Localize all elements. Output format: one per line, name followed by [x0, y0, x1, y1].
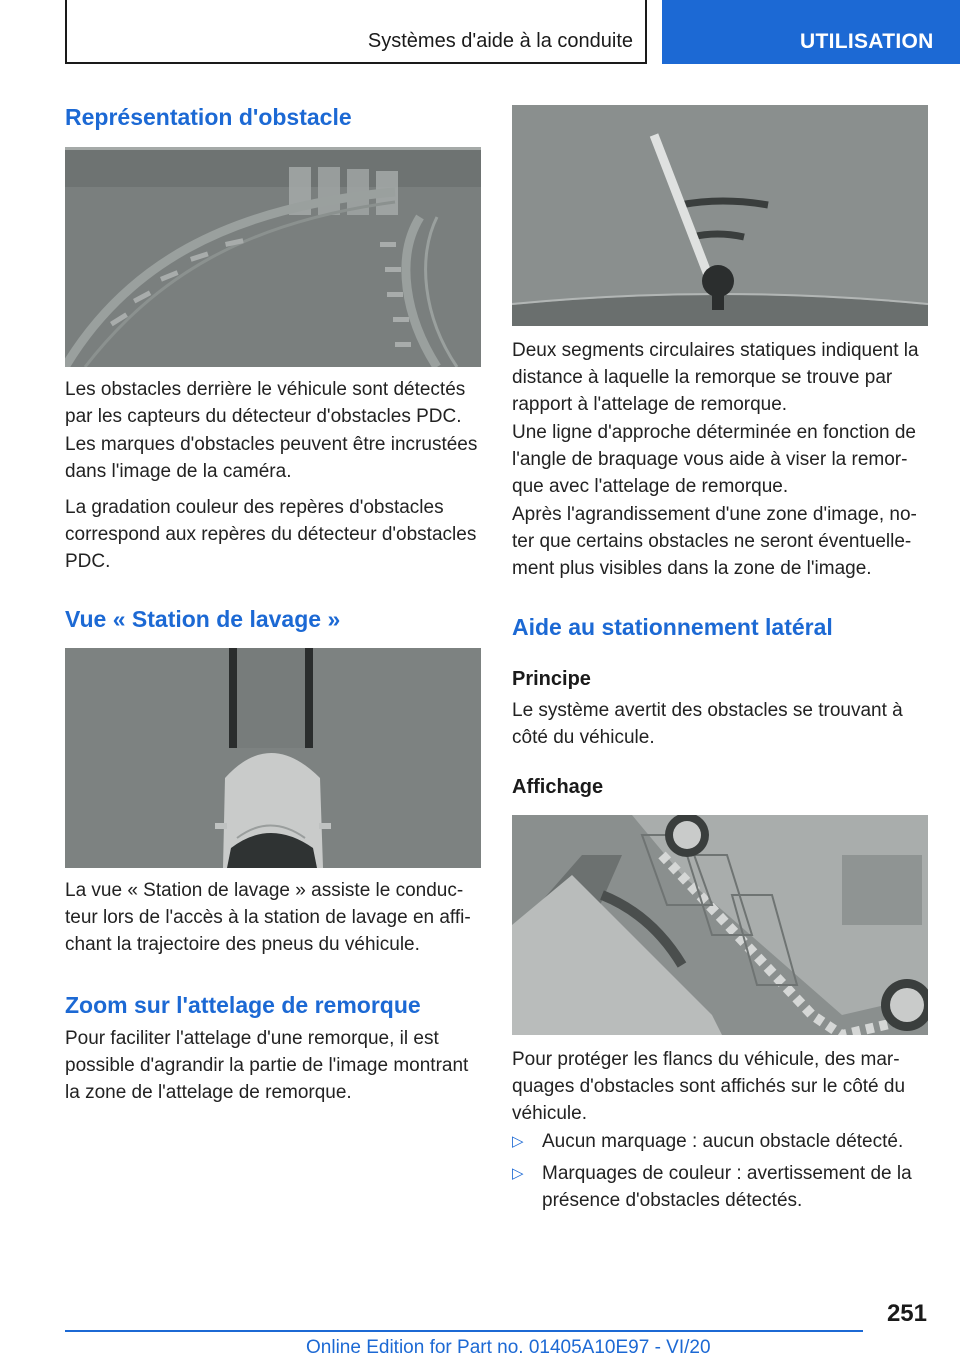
- figure-side-parking: [512, 815, 928, 1035]
- figure-hitch-view: [512, 105, 928, 326]
- heading-display: Affichage: [512, 776, 604, 798]
- paragraph-after-zoom: Après l'agrandissement d'une zone d'image, noter que certains obstacles ne seront éventuellement plus visibles dans la zone de l'image.: [512, 504, 917, 579]
- heading-obstacle: Représentation d'obstacle: [65, 104, 352, 130]
- figure-obstacle-markers: [65, 147, 481, 367]
- paragraph-obstacle-2: Les marques d'obstacles peuvent être incrustées dans l'image de la caméra.: [65, 434, 478, 482]
- paragraph-segments: Deux segments circulaires statiques indiquent la distance à laquelle la remorque se trouve par rapport à l'attelage de remorque.: [512, 340, 919, 415]
- left-column: [65, 0, 481, 1300]
- heading-principle: Principe: [512, 668, 591, 690]
- paragraph-hitch-zoom: Pour faciliter l'attelage d'une remorque, il est possible d'agrandir la partie de l'image montrant la zone de l'attelage de remorque.: [65, 1028, 469, 1103]
- paragraph-protect-sides: Pour protéger les flancs du véhicule, des marquages d'obstacles sont affichés sur le côté du véhicule.: [512, 1049, 906, 1124]
- footer-edition: Online Edition for Part no. 01405A10E97 - VI/20: [306, 1337, 711, 1358]
- right-column: [512, 0, 928, 1300]
- triangle-bullet-icon: ▷: [512, 1133, 524, 1150]
- heading-car-wash: Vue « Station de lavage »: [65, 606, 341, 632]
- heading-side-parking: Aide au stationnement latéral: [512, 614, 833, 640]
- header-chapter-label: UTILISATION: [800, 30, 934, 53]
- header-section-title: Systèmes d'aide à la conduite: [367, 30, 633, 52]
- paragraph-approach-line: Une ligne d'approche déterminée en fonction de l'angle de braquage vous aide à viser la remorque avec l'attelage de remorque.: [512, 422, 916, 497]
- page-number: 251: [886, 1300, 927, 1327]
- list-item-text: Aucun marquage : aucun obstacle détecté.: [542, 1131, 904, 1152]
- paragraph-car-wash: La vue « Station de lavage » assiste le conducteur lors de l'accès à la station de lavage en affichant la trajectoire des pneus du véhicule.: [65, 880, 471, 955]
- list-item-text: Marquages de couleur : avertissement de la présence d'obstacles détectés.: [542, 1163, 912, 1211]
- triangle-bullet-icon: ▷: [512, 1165, 524, 1182]
- footer-divider: [65, 1330, 863, 1332]
- paragraph-principle: Le système avertit des obstacles se trouvant à côté du véhicule.: [512, 700, 903, 748]
- figure-car-wash: [65, 648, 481, 868]
- paragraph-obstacle-1: Les obstacles derrière le véhicule sont détectés par les capteurs du détecteur d'obstacles PDC.: [65, 379, 466, 427]
- heading-hitch-zoom: Zoom sur l'attelage de remorque: [65, 992, 421, 1018]
- paragraph-obstacle-3: La gradation couleur des repères d'obstacles correspond aux repères du détecteur d'obstacles PDC.: [65, 497, 477, 572]
